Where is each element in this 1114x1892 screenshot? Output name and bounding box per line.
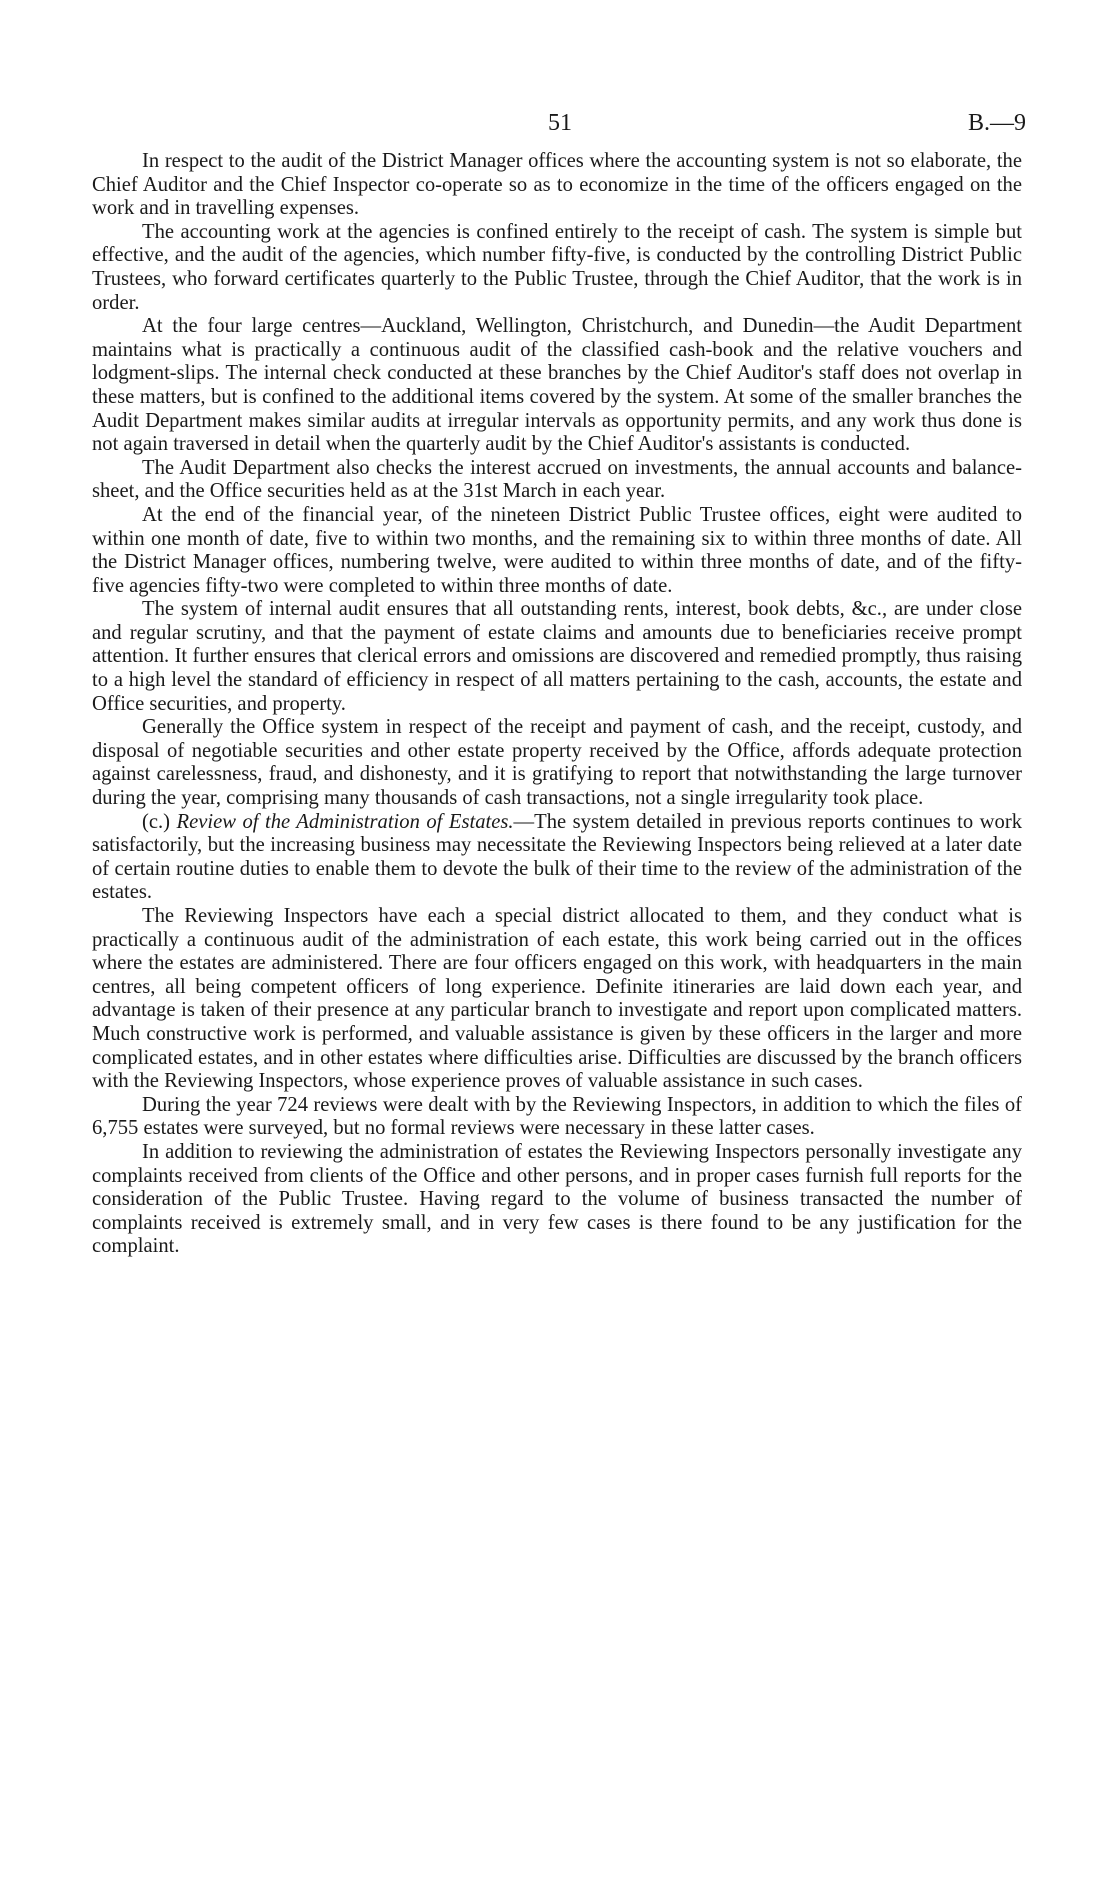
paragraph-complaints: In addition to reviewing the administration of estates the Reviewing Inspectors personally investigate any complaints received from clients of the Office and other persons, and in proper cases furnish full reports for the consideration of the Public Trustee. Having regard to the volume of business transacted the number of complaints received is extremely small, and in very few cases is there found to be any justification for the complaint. bbox=[92, 1140, 1022, 1258]
paragraph-large-centres-audit: At the four large centres—Auckland, Wellington, Christchurch, and Dunedin—the Audit Department maintains what is practically a continuous audit of the classified cash-book and the relative vouchers and lodgment-slips. The internal check conducted at these branches by the Chief Auditor's staff does not overlap in these matters, but is confined to the additional items covered by the system. At some of the smaller branches the Audit Department makes similar audits at irregular intervals as opportunity permits, and any work thus done is not again traversed in detail when the quarterly audit by the Chief Auditor's assistants is conducted. bbox=[92, 315, 1022, 456]
page-number: 51 bbox=[548, 110, 572, 136]
paragraph-audit-district-manager-offices: In respect to the audit of the District Manager offices where the accounting system is not so elaborate, the Chief Auditor and the Chief Inspector co-operate so as to economize in the time of the officers engaged on the work and in travelling expenses. bbox=[92, 150, 1022, 220]
paragraph-internal-audit-system: The system of internal audit ensures that all outstanding rents, interest, book debts, &c., are under close and regular scrutiny, and that the payment of estate claims and amounts due to beneficiaries receive prompt attention. It further ensures that clerical errors and omissions are discovered and remedied promptly, thus raising to a high level the standard of efficiency in respect of all matters pertaining to the cash, accounts, the estate and Office securities, and property. bbox=[92, 598, 1022, 715]
section-label: (c.) bbox=[142, 810, 177, 833]
paragraph-review-of-administration: (c.) Review of the Administration of Estates.—The system detailed in previous reports continues to work satisfactorily, but the increasing business may necessitate the Reviewing Inspectors being relieved at a later date of certain routine duties to enable them to devote the bulk of their time to the review of the administration of the estates. bbox=[92, 810, 1022, 904]
paragraph-reviews-count: During the year 724 reviews were dealt with by the Reviewing Inspectors, in addition to which the files of 6,755 estates were surveyed, but no formal reviews were necessary in these latter cases. bbox=[92, 1093, 1022, 1140]
section-heading: Review of the Administration of Estates. bbox=[176, 810, 514, 833]
paragraph-office-system-protection: Generally the Office system in respect of the receipt and payment of cash, and the receipt, custody, and disposal of negotiable securities and other estate property received by the Office, affords adequate protection against carelessness, fraud, and dishonesty, and it is gratifying to report that notwithstanding the large turnover during the year, comprising many thousands of cash transactions, not a single irregularity took place. bbox=[92, 716, 1022, 810]
paragraph-interest-and-accounts: The Audit Department also checks the interest accrued on investments, the annual accounts and balance-sheet, and the Office securities held as at the 31st March in each year. bbox=[92, 456, 1022, 503]
paragraph-reviewing-inspectors-districts: The Reviewing Inspectors have each a special district allocated to them, and they conduct what is practically a continuous audit of the administration of each estate, this work being carried out in the offices where the estates are administered. There are four officers engaged on this work, with headquarters in the main centres, all being competent officers of long experience. Definite itineraries are laid down each year, and advantage is taken of their presence at any particular branch to investigate and report upon complicated matters. Much constructive work is performed, and valuable assistance is given by these officers in the larger and more complicated estates, and in other estates where difficulties arise. Difficulties are discussed by the branch officers with the Reviewing Inspectors, whose experience proves of valuable assistance in such cases. bbox=[92, 905, 1022, 1093]
page-code: B.—9 bbox=[967, 110, 1026, 136]
paragraph-financial-year-audit-status: At the end of the financial year, of the nineteen District Public Trustee offices, eight were audited to within one month of date, five to within two months, and the remaining six to within three months of date. All the District Manager offices, numbering twelve, were audited to within three months of date, and of the fifty-five agencies fifty-two were completed to within three months of date. bbox=[92, 503, 1022, 597]
body-text bbox=[92, 150, 1022, 1259]
paragraph-agencies-accounting: The accounting work at the agencies is confined entirely to the receipt of cash. The system is simple but effective, and the audit of the agencies, which number fifty-five, is conducted by the controlling District Public Trustees, who forward certificates quarterly to the Public Trustee, through the Chief Auditor, that the work is in order. bbox=[92, 220, 1022, 314]
page-header bbox=[0, 110, 1114, 140]
